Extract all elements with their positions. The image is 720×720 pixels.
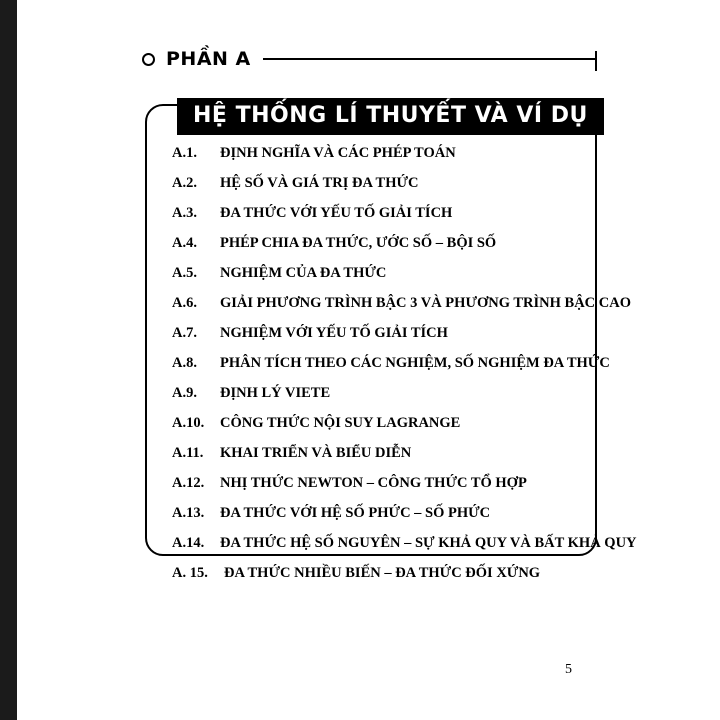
list-item[interactable] (172, 505, 592, 535)
toc-item-label: PHÂN TÍCH THEO CÁC NGHIỆM, SỐ NGHIỆM ĐA THỨC (220, 355, 610, 371)
toc-item-label: ĐỊNH NGHĨA VÀ CÁC PHÉP TOÁN (220, 145, 456, 161)
list-item[interactable] (172, 265, 592, 295)
toc-item-label: ĐỊNH LÝ VIETE (220, 385, 331, 401)
toc-list (172, 145, 637, 595)
toc-item-number: A.5. (172, 265, 197, 281)
toc-item-label: PHÉP CHIA ĐA THỨC, ƯỚC SỐ – BỘI SỐ (220, 235, 497, 251)
toc-item-number: A.10. (172, 415, 205, 431)
toc-item-number: A.4. (172, 235, 197, 251)
circle-bullet-icon (142, 53, 155, 66)
part-label: PHẦN A (166, 48, 251, 70)
toc-item-number: A.12. (172, 475, 205, 491)
list-item[interactable] (172, 325, 592, 355)
document-page (17, 0, 720, 720)
list-item[interactable] (172, 355, 610, 385)
toc-item-number: A.11. (172, 445, 204, 461)
toc-item-number: A.1. (172, 145, 197, 161)
toc-item-label: KHAI TRIỂN VÀ BIỂU DIỄN (220, 445, 412, 461)
toc-item-number: A.6. (172, 295, 197, 311)
toc-item-label: NGHIỆM CỦA ĐA THỨC (220, 265, 387, 281)
toc-item-label: NHỊ THỨC NEWTON – CÔNG THỨC TỔ HỢP (220, 475, 527, 491)
list-item[interactable] (172, 175, 592, 205)
toc-item-label: ĐA THỨC VỚI YẾU TỐ GIẢI TÍCH (220, 205, 453, 221)
toc-item-label: ĐA THỨC NHIỀU BIẾN – ĐA THỨC ĐỐI XỨNG (224, 565, 541, 581)
list-item[interactable] (172, 475, 592, 505)
list-item[interactable] (172, 385, 592, 415)
list-item[interactable] (172, 205, 592, 235)
toc-item-number: A.13. (172, 505, 205, 521)
toc-item-number: A.2. (172, 175, 197, 191)
list-item[interactable] (172, 235, 592, 265)
toc-item-label: HỆ SỐ VÀ GIÁ TRỊ ĐA THỨC (220, 175, 419, 191)
toc-item-number: A.14. (172, 535, 205, 551)
list-item[interactable] (172, 145, 592, 175)
book-gutter-edge (0, 0, 17, 720)
toc-item-number: A.9. (172, 385, 197, 401)
toc-item-label: ĐA THỨC VỚI HỆ SỐ PHỨC – SỐ PHỨC (220, 505, 491, 521)
list-item[interactable] (172, 295, 631, 325)
header-rule (263, 58, 597, 60)
toc-item-label: ĐA THỨC HỆ SỐ NGUYÊN – SỰ KHẢ QUY VÀ BẤT KHẢ QUY (220, 535, 637, 551)
list-item[interactable] (172, 535, 637, 565)
toc-item-number: A. 15. (172, 565, 208, 581)
list-item[interactable] (172, 445, 592, 475)
list-item[interactable] (172, 565, 592, 595)
toc-item-number: A.7. (172, 325, 197, 341)
toc-item-number: A.3. (172, 205, 197, 221)
toc-item-label: CÔNG THỨC NỘI SUY LAGRANGE (220, 415, 461, 431)
toc-item-number: A.8. (172, 355, 197, 371)
page-title: HỆ THỐNG LÍ THUYẾT VÀ VÍ DỤ (177, 98, 604, 135)
part-header (142, 42, 597, 76)
list-item[interactable] (172, 415, 592, 445)
toc-item-label: GIẢI PHƯƠNG TRÌNH BẬC 3 VÀ PHƯƠNG TRÌNH BẬC CAO (220, 295, 631, 311)
page-number: 5 (565, 662, 572, 677)
toc-item-label: NGHIỆM VỚI YẾU TỐ GIẢI TÍCH (220, 325, 448, 341)
